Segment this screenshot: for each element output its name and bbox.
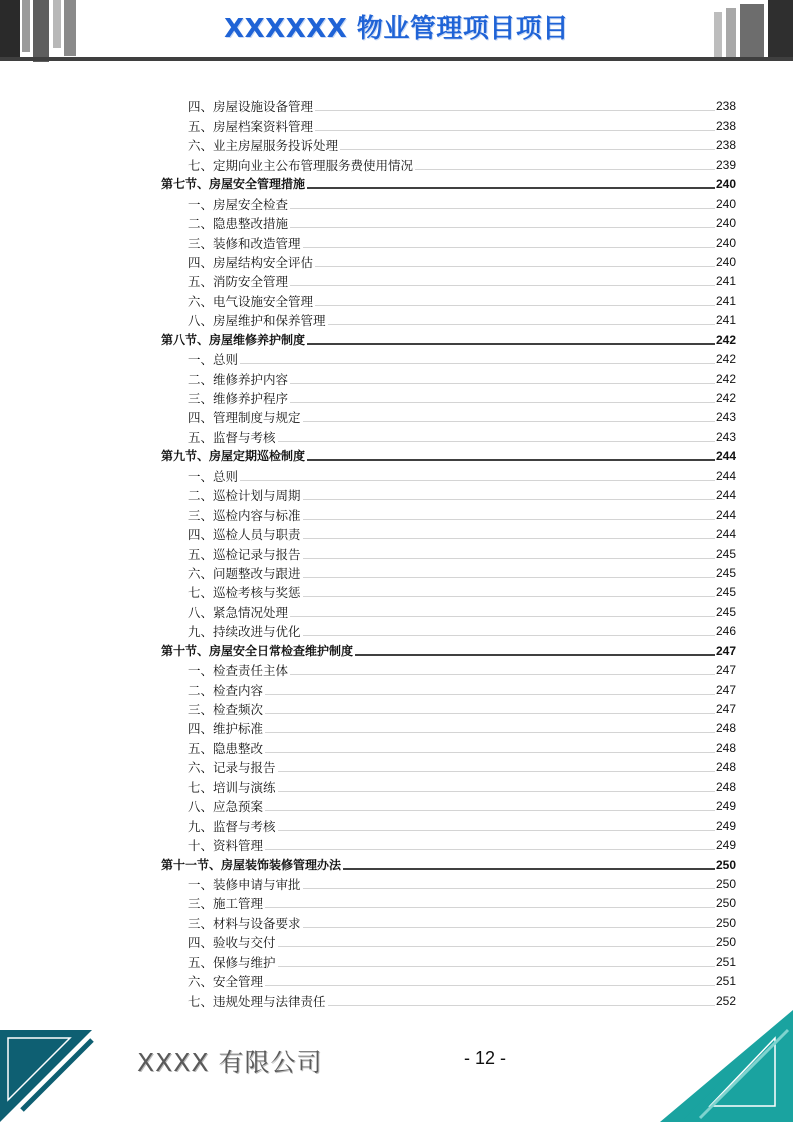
toc-entry[interactable] [161,309,736,328]
toc-entry-page: 240 [715,196,736,211]
toc-entry-page: 239 [715,157,736,172]
dot-leader [315,130,715,131]
toc-entry-page: 241 [715,313,736,328]
toc-entry-title: 一、总则 [188,352,239,368]
toc-entry-page: 247 [715,702,736,716]
dot-leader [265,810,715,811]
toc-entry-page: 244 [715,449,736,464]
toc-entry-page: 245 [715,604,736,619]
toc-entry-page: 250 [715,915,736,930]
company-name: XXXX 有限公司 [137,1048,323,1077]
toc-entry-title: 五、消防安全管理 [188,274,289,290]
toc-entry-title: 第十节、房屋安全日常检查维护制度 [161,643,354,658]
toc-entry-page: 245 [715,565,736,580]
toc-section-entry[interactable] [161,328,736,347]
toc-entry[interactable] [161,387,736,406]
toc-entry-title: 四、管理制度与规定 [188,410,301,426]
toc-entry-page: 245 [715,546,736,561]
toc-entry-title: 三、施工管理 [188,896,264,912]
toc-entry[interactable] [161,542,736,561]
toc-entry[interactable] [161,484,736,503]
toc-entry-page: 240 [715,177,736,192]
toc-entry[interactable] [161,911,736,930]
toc-entry[interactable] [161,698,736,717]
toc-entry-page: 248 [715,779,736,794]
toc-entry[interactable] [161,736,736,755]
dot-leader [290,227,715,228]
dot-leader [278,946,715,947]
dot-leader [303,558,715,559]
page-header [0,0,793,62]
toc-entry-page: 245 [715,585,736,600]
toc-entry-title: 三、巡检内容与标准 [188,507,301,523]
toc-entry[interactable] [161,970,736,989]
toc-entry-page: 243 [715,410,736,425]
dot-leader [290,616,715,617]
toc-entry[interactable] [161,931,736,950]
toc-entry-page: 241 [715,293,736,308]
toc-entry-page: 244 [715,527,736,542]
toc-entry-title: 七、违规处理与法律责任 [188,993,326,1009]
toc-entry-title: 二、巡检计划与周期 [188,488,301,504]
toc-entry[interactable] [161,717,736,736]
toc-entry-title: 三、检查频次 [188,702,264,717]
toc-entry[interactable] [161,678,736,697]
toc-entry-title: 三、装修和改造管理 [188,235,301,251]
toc-entry-page: 242 [715,352,736,367]
toc-entry[interactable] [161,153,736,172]
toc-entry-page: 249 [715,818,736,833]
toc-entry[interactable] [161,503,736,522]
dot-leader [278,441,715,442]
toc-entry-title: 第十一节、房屋装饰装修管理办法 [161,857,342,872]
toc-entry[interactable] [161,756,736,775]
dot-leader [240,480,715,481]
dot-leader [355,654,715,656]
toc-entry-page: 248 [715,760,736,775]
toc-entry[interactable] [161,251,736,270]
toc-entry[interactable] [161,659,736,678]
dot-leader [303,888,715,889]
table-of-contents [161,95,736,1009]
dot-leader [265,752,715,753]
toc-entry[interactable] [161,523,736,542]
toc-entry[interactable] [161,406,736,425]
toc-entry[interactable] [161,425,736,444]
toc-entry-title: 六、安全管理 [188,974,264,990]
document-title: XXXXXX 物业管理项目项目 [224,14,569,44]
page-number: - 12 - [463,1048,506,1068]
toc-entry-title: 五、隐患整改 [188,740,264,756]
toc-section-entry[interactable] [161,639,736,658]
footer-right-decoration [660,1010,793,1122]
dot-leader [307,187,715,189]
dot-leader [278,830,715,831]
toc-section-entry[interactable] [161,173,736,192]
toc-entry-title: 第八节、房屋维修养护制度 [161,332,306,347]
toc-entry[interactable] [161,873,736,892]
dot-leader [265,985,715,986]
toc-entry[interactable] [161,562,736,581]
dot-leader [290,208,715,209]
toc-entry-title: 一、检查责任主体 [188,663,289,679]
dot-leader [328,324,715,325]
toc-entry-title: 五、房屋档案资料管理 [188,118,314,134]
dot-leader [303,927,715,928]
toc-entry[interactable] [161,892,736,911]
toc-entry[interactable] [161,289,736,308]
toc-entry-title: 七、定期向业主公布管理服务费使用情况 [188,157,414,173]
toc-entry-title: 九、监督与考核 [188,818,276,834]
dot-leader [265,732,715,733]
toc-entry-title: 四、房屋设施设备管理 [188,99,314,115]
toc-entry-page: 244 [715,507,736,522]
toc-entry[interactable] [161,950,736,969]
toc-entry-page: 249 [715,838,736,853]
toc-entry-title: 八、应急预案 [188,799,264,815]
toc-entry-title: 十、资料管理 [188,838,264,854]
toc-entry-title: 六、问题整改与跟进 [188,565,301,581]
toc-entry-title: 二、检查内容 [188,682,264,698]
toc-entry-page: 250 [715,896,736,911]
toc-entry-page: 238 [715,99,736,114]
dot-leader [303,577,715,578]
toc-entry[interactable] [161,464,736,483]
toc-entry-page: 241 [715,274,736,289]
footer-left-decoration [0,1030,110,1122]
toc-entry-page: 250 [715,876,736,891]
toc-entry-page: 247 [715,682,736,697]
toc-entry-title: 五、监督与考核 [188,429,276,445]
dot-leader [265,849,715,850]
toc-entry-page: 246 [715,624,736,639]
toc-entry-title: 四、验收与交付 [188,935,276,951]
toc-entry[interactable] [161,814,736,833]
dot-leader [290,383,715,384]
dot-leader [303,247,715,248]
dot-leader [315,305,715,306]
dot-leader [278,771,715,772]
toc-section-entry[interactable] [161,445,736,464]
toc-entry[interactable] [161,775,736,794]
toc-entry-title: 六、电气设施安全管理 [188,293,314,309]
toc-entry[interactable] [161,192,736,211]
toc-entry-title: 八、紧急情况处理 [188,604,289,620]
toc-entry-title: 八、房屋维护和保养管理 [188,313,326,329]
dot-leader [303,421,715,422]
dot-leader [343,868,715,870]
toc-entry[interactable] [161,600,736,619]
dot-leader [290,674,715,675]
dot-leader [240,363,715,364]
dot-leader [328,1005,715,1006]
dot-leader [340,149,715,150]
toc-entry[interactable] [161,348,736,367]
toc-entry[interactable] [161,795,736,814]
toc-entry[interactable] [161,270,736,289]
toc-entry-title: 五、巡检记录与报告 [188,546,301,562]
toc-entry[interactable] [161,114,736,133]
toc-section-entry[interactable] [161,853,736,872]
dot-leader [303,635,715,636]
toc-entry-page: 248 [715,740,736,755]
toc-entry-page: 249 [715,799,736,814]
dot-leader [303,596,715,597]
dot-leader [265,713,715,714]
toc-entry-page: 244 [715,488,736,503]
dot-leader [307,343,715,345]
toc-entry-page: 238 [715,118,736,133]
toc-entry-title: 七、巡检考核与奖惩 [188,585,301,601]
toc-entry-page: 238 [715,138,736,153]
toc-entry-page: 247 [715,663,736,678]
toc-entry-title: 一、装修申请与审批 [188,876,301,892]
toc-entry-page: 248 [715,721,736,736]
toc-entry-title: 三、材料与设备要求 [188,915,301,931]
toc-entry-page: 247 [715,643,736,658]
toc-entry-page: 251 [715,954,736,969]
dot-leader [278,966,715,967]
dot-leader [315,110,715,111]
toc-entry-page: 252 [715,993,736,1008]
toc-entry-title: 五、保修与维护 [188,954,276,970]
toc-entry-page: 244 [715,468,736,483]
toc-entry-page: 240 [715,235,736,250]
toc-entry-title: 四、房屋结构安全评估 [188,254,314,270]
toc-entry-page: 243 [715,429,736,444]
toc-entry[interactable] [161,367,736,386]
toc-entry-title: 四、巡检人员与职责 [188,527,301,543]
toc-entry-title: 六、业主房屋服务投诉处理 [188,138,339,154]
toc-entry-title: 一、房屋安全检查 [188,196,289,212]
toc-entry-page: 242 [715,332,736,347]
toc-entry-title: 一、总则 [188,468,239,484]
toc-entry-title: 二、隐患整改措施 [188,216,289,232]
toc-entry[interactable] [161,212,736,231]
toc-entry-title: 六、记录与报告 [188,760,276,776]
dot-leader [303,519,715,520]
toc-entry[interactable] [161,134,736,153]
toc-entry[interactable] [161,620,736,639]
toc-entry-title: 四、维护标准 [188,721,264,737]
dot-leader [315,266,715,267]
toc-entry-title: 三、维修养护程序 [188,391,289,406]
dot-leader [290,402,715,403]
dot-leader [278,791,715,792]
dot-leader [303,538,715,539]
toc-entry-title: 七、培训与演练 [188,779,276,795]
dot-leader [265,907,715,908]
toc-entry[interactable] [161,581,736,600]
toc-entry-title: 九、持续改进与优化 [188,624,301,640]
toc-entry-page: 240 [715,254,736,269]
dot-leader [290,285,715,286]
dot-leader [303,499,715,500]
toc-entry[interactable] [161,989,736,1008]
toc-entry-page: 250 [715,857,736,872]
toc-entry-title: 第七节、房屋安全管理措施 [161,177,306,192]
toc-entry[interactable] [161,95,736,114]
toc-entry-page: 242 [715,391,736,405]
toc-entry-title: 第九节、房屋定期巡检制度 [161,449,306,464]
toc-entry[interactable] [161,231,736,250]
toc-entry-page: 250 [715,935,736,950]
toc-entry-title: 二、维修养护内容 [188,371,289,387]
toc-entry-page: 240 [715,216,736,231]
toc-entry-page: 251 [715,974,736,989]
dot-leader [265,694,715,695]
toc-entry[interactable] [161,834,736,853]
toc-entry-page: 242 [715,371,736,386]
dot-leader [307,459,715,461]
dot-leader [415,169,715,170]
